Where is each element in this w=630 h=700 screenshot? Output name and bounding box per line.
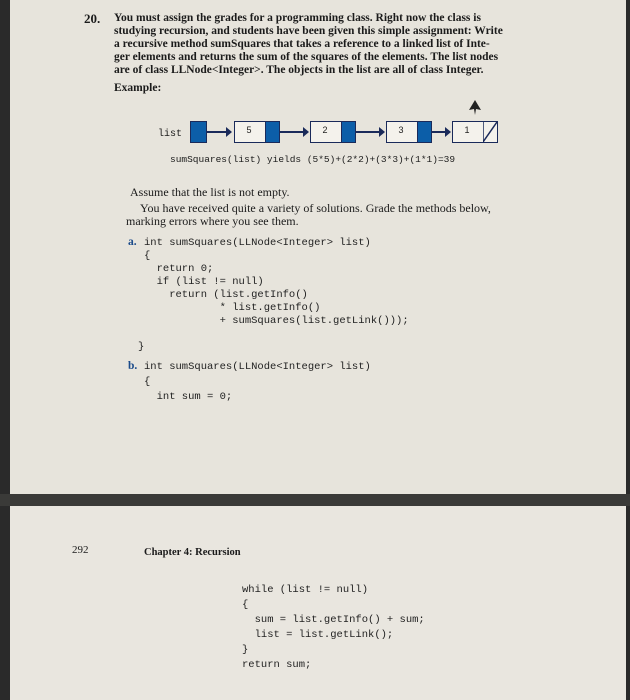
option-b-line-1: { [144, 376, 151, 388]
problem-number: 20. [84, 11, 101, 26]
option-a-line-6: + sumSquares(list.getLink())); [144, 315, 409, 327]
page-number: 292 [72, 544, 89, 556]
list-node-4: 1 [452, 121, 498, 143]
code-line-4: list = list.getLink(); [242, 629, 394, 641]
intro-line-2: studying recursion, and students have been given this simple assignment: Write [114, 25, 503, 37]
link-arrow [279, 131, 307, 133]
option-a-line-2: return 0; [144, 263, 214, 275]
intro-line-3: a recursive method sumSquares that takes a reference to a linked list of Inte- [114, 38, 490, 50]
assume-text: Assume that the list is not empty. [130, 185, 290, 199]
code-line-1: while (list != null) [242, 584, 369, 596]
option-a-line-1: { [144, 250, 151, 262]
list-reference-box [190, 121, 207, 143]
option-b-line-2: int sum = 0; [144, 391, 233, 403]
code-line-6: return sum; [242, 659, 312, 671]
list-node-1: 5 [234, 121, 280, 143]
received-line-2: marking errors where you see them. [126, 214, 299, 228]
option-a-signature: int sumSquares(LLNode<Integer> list) [144, 237, 371, 249]
received-line-1: You have received quite a variety of solutions. Grade the methods below, [140, 201, 491, 215]
list-node-3: 3 [386, 121, 432, 143]
code-line-5: } [242, 644, 249, 656]
option-a-line-7: } [138, 341, 145, 353]
diagram-list-label: list [158, 129, 183, 140]
option-a-label: a. [128, 236, 137, 248]
code-line-2: { [242, 599, 249, 611]
intro-line-5: are of class LLNode<Integer>. The objects in the list are all of class Integer. [114, 64, 484, 76]
intro-line-4: ger elements and returns the sum of the squares of the elements. The list nodes [114, 51, 499, 63]
option-a-line-4: return (list.getInfo() [144, 289, 308, 301]
example-label: Example: [114, 82, 162, 94]
code-line-3: sum = list.getInfo() + sum; [242, 614, 425, 626]
cursor-icon [468, 100, 482, 116]
diagram-caption: sumSquares(list) yields (5*5)+(2*2)+(3*3)+(1*1)=39 [170, 154, 456, 165]
chapter-title: Chapter 4: Recursion [144, 547, 241, 558]
textbook-page-upper [10, 0, 626, 494]
option-a-line-5: * list.getInfo() [144, 302, 321, 314]
intro-line-1: You must assign the grades for a programming class. Right now the class is [114, 12, 481, 24]
link-arrow [431, 131, 449, 133]
null-link-icon [483, 122, 497, 142]
option-a-line-3: if (list != null) [144, 276, 264, 288]
link-arrow [206, 131, 230, 133]
textbook-page-lower [10, 506, 626, 700]
page-gap [0, 494, 630, 506]
list-node-2: 2 [310, 121, 356, 143]
option-b-label: b. [128, 360, 138, 372]
link-arrow [355, 131, 383, 133]
option-b-signature: int sumSquares(LLNode<Integer> list) [144, 361, 371, 373]
